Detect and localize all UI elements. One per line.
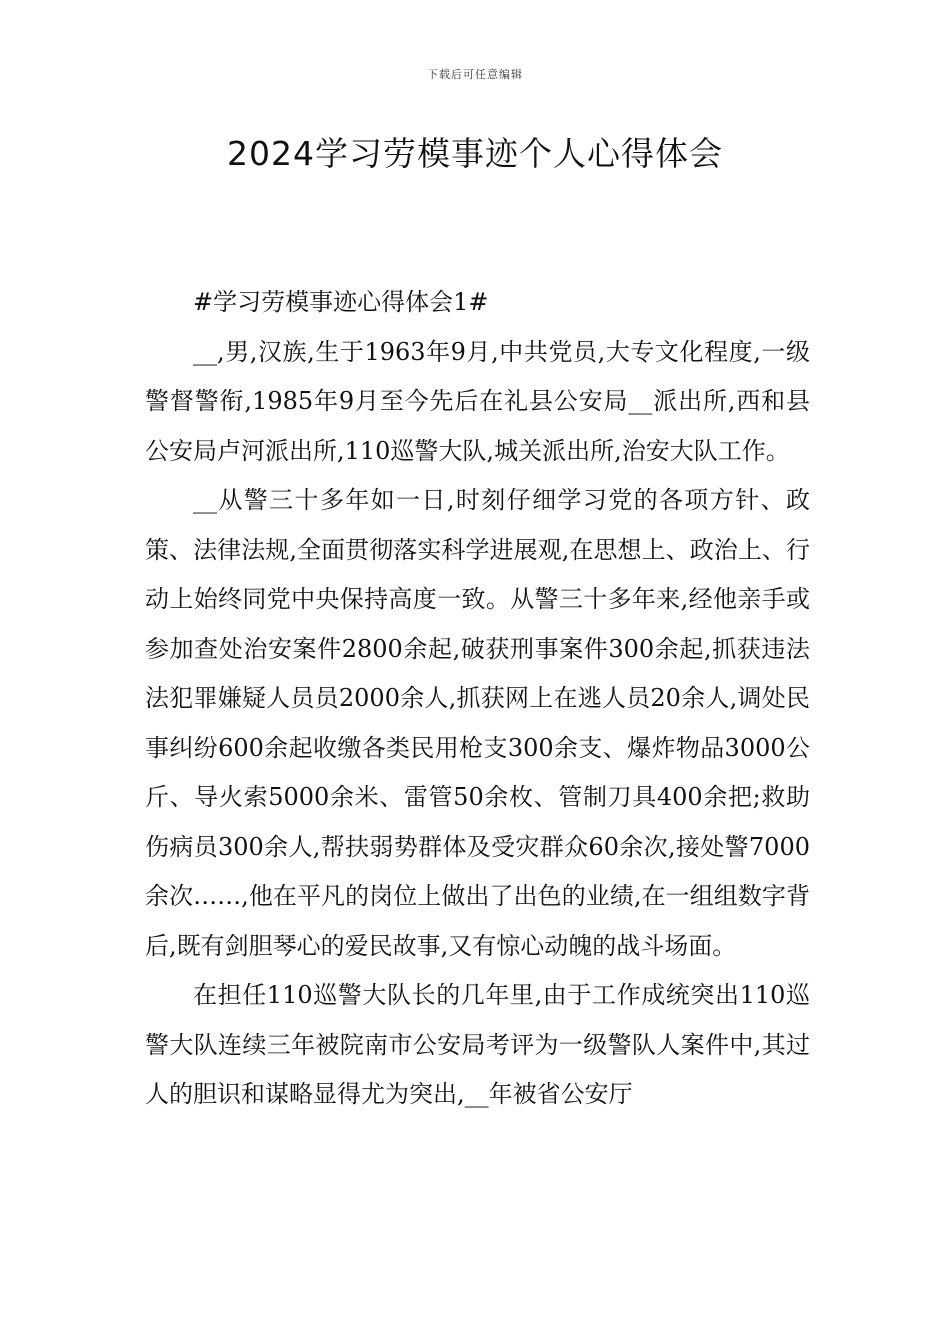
body-paragraph: __从警三十多年如一日,时刻仔细学习党的各项方针、政策、法律法规,全面贯彻落实科学进展观,在思想上、政治上、行动上始终同党中央保持高度一致。从警三十多年来,经他亲手或参加查处治安案件2800余起,破获刑事案件300余起,抓获违法法犯罪嫌疑人员员2000余人,抓获网上在逃人员20余人,调处民事纠纷600余起收缴各类民用枪支300余支、爆炸物品3000公斤、导火索5000余米、雷管50余枚、管制刀具400余把;救助伤病员300余人,帮扶弱势群体及受灾群众60余次,接处警7000余次……,他在平凡的岗位上做出了出色的业绩,在一组组数字背后,既有剑胆琴心的爱民故事,又有惊心动魄的战斗场面。: [145, 486, 810, 960]
header-note: 下载后可任意编辑: [427, 68, 523, 81]
body-paragraph: 在担任110巡警大队长的几年里,由于工作成统突出110巡警大队连续三年被院南市公安局考评为一级警队人案件中,其过人的胆识和谋略显得尤为突出,__年被省公安厅: [145, 981, 810, 1108]
body-paragraph: __,男,汉族,生于1963年9月,中共党员,大专文化程度,一级警督警衔,1985年9月至今先后在礼县公安局__派出所,西和县公安局卢河派出所,110巡警大队,城关派出所,治安大队工作。: [145, 337, 810, 465]
document-title: 2024学习劳模事迹个人心得体会: [227, 134, 723, 173]
document-body: [145, 278, 810, 1120]
section-heading: #学习劳模事迹心得体会1#: [193, 288, 489, 316]
